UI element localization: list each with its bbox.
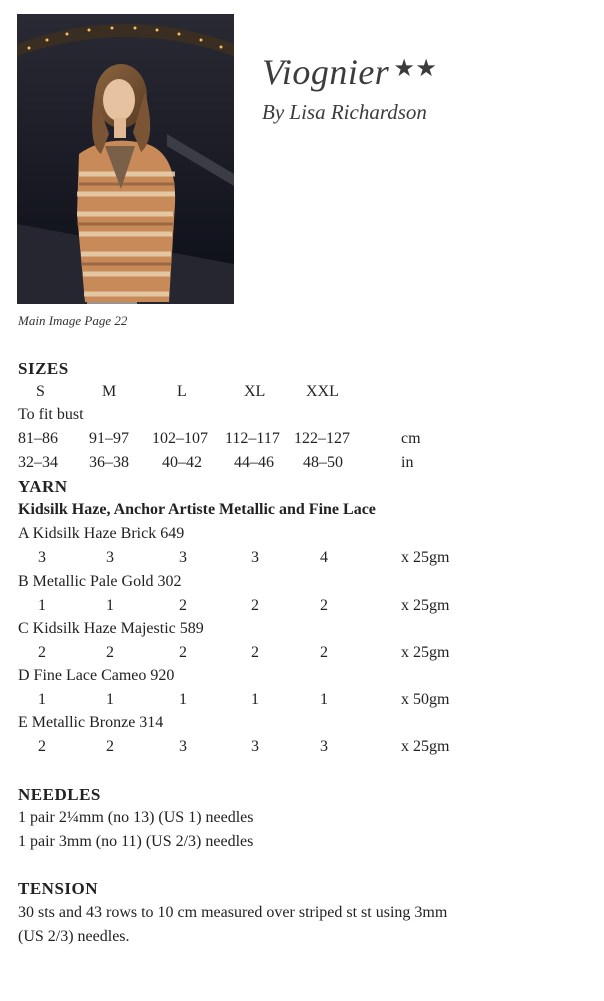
yarn-qty: 1	[38, 691, 46, 708]
cm-value: 91–97	[89, 430, 129, 447]
needles-heading: NEEDLES	[18, 785, 101, 804]
tension-line: 30 sts and 43 rows to 10 cm measured over striped st st using 3mm	[18, 904, 448, 921]
cm-value: 112–117	[225, 430, 280, 447]
in-value: 32–34	[18, 454, 58, 471]
yarn-qty: 3	[251, 549, 259, 566]
cm-value: 81–86	[18, 430, 58, 447]
yarn-unit: x 50gm	[401, 691, 450, 708]
main-photo	[17, 14, 234, 304]
yarn-heading: YARN	[18, 477, 68, 496]
size-label: XXL	[306, 383, 339, 400]
pattern-title	[262, 54, 437, 90]
in-value: 40–42	[162, 454, 202, 471]
sizes-heading: SIZES	[18, 359, 69, 378]
yarn-qty: 2	[38, 738, 46, 755]
in-unit: in	[401, 454, 414, 471]
model-photo-illustration	[17, 14, 234, 304]
yarn-qty: 3	[179, 738, 187, 755]
yarn-qty: 1	[251, 691, 259, 708]
yarn-subheading: Kidsilk Haze, Anchor Artiste Metallic and Fine Lace	[18, 501, 376, 518]
yarn-unit: x 25gm	[401, 644, 450, 661]
in-value: 48–50	[303, 454, 343, 471]
yarn-qty: 1	[38, 597, 46, 614]
yarn-item-name: E Metallic Bronze 314	[18, 714, 164, 731]
yarn-qty: 3	[179, 549, 187, 566]
fit-bust-label: To fit bust	[18, 406, 84, 423]
title-block	[262, 54, 437, 125]
yarn-qty: 2	[179, 644, 187, 661]
photo-caption: Main Image Page 22	[18, 313, 128, 328]
yarn-qty: 2	[106, 644, 114, 661]
yarn-qty: 1	[106, 597, 114, 614]
yarn-qty: 3	[38, 549, 46, 566]
yarn-qty: 1	[106, 691, 114, 708]
yarn-unit: x 25gm	[401, 738, 450, 755]
yarn-item-name: B Metallic Pale Gold 302	[18, 573, 182, 590]
cm-value: 122–127	[294, 430, 350, 447]
size-label: L	[177, 383, 187, 400]
pattern-name: Viognier	[262, 52, 390, 92]
difficulty-stars: ★★	[393, 56, 438, 82]
size-label: XL	[244, 383, 266, 400]
cm-unit: cm	[401, 430, 421, 447]
yarn-qty: 3	[106, 549, 114, 566]
yarn-qty: 2	[251, 597, 259, 614]
designer-byline: By Lisa Richardson	[262, 100, 427, 124]
yarn-qty: 3	[251, 738, 259, 755]
yarn-qty: 2	[251, 644, 259, 661]
needles-line: 1 pair 2¼mm (no 13) (US 1) needles	[18, 809, 254, 826]
yarn-unit: x 25gm	[401, 549, 450, 566]
size-label: M	[102, 383, 117, 400]
yarn-qty: 1	[179, 691, 187, 708]
yarn-qty: 2	[38, 644, 46, 661]
yarn-qty: 2	[106, 738, 114, 755]
yarn-unit: x 25gm	[401, 597, 450, 614]
cm-value: 102–107	[152, 430, 208, 447]
needles-line: 1 pair 3mm (no 11) (US 2/3) needles	[18, 833, 254, 850]
tension-heading: TENSION	[18, 879, 99, 898]
yarn-item-name: D Fine Lace Cameo 920	[18, 667, 175, 684]
yarn-qty: 2	[320, 644, 328, 661]
in-value: 36–38	[89, 454, 129, 471]
yarn-qty: 3	[320, 738, 328, 755]
size-label: S	[36, 383, 45, 400]
yarn-qty: 2	[179, 597, 187, 614]
yarn-item-name: A Kidsilk Haze Brick 649	[18, 525, 185, 542]
in-value: 44–46	[234, 454, 274, 471]
yarn-qty: 4	[320, 549, 328, 566]
yarn-qty: 1	[320, 691, 328, 708]
yarn-qty: 2	[320, 597, 328, 614]
yarn-item-name: C Kidsilk Haze Majestic 589	[18, 620, 204, 637]
tension-line: (US 2/3) needles.	[18, 928, 130, 945]
